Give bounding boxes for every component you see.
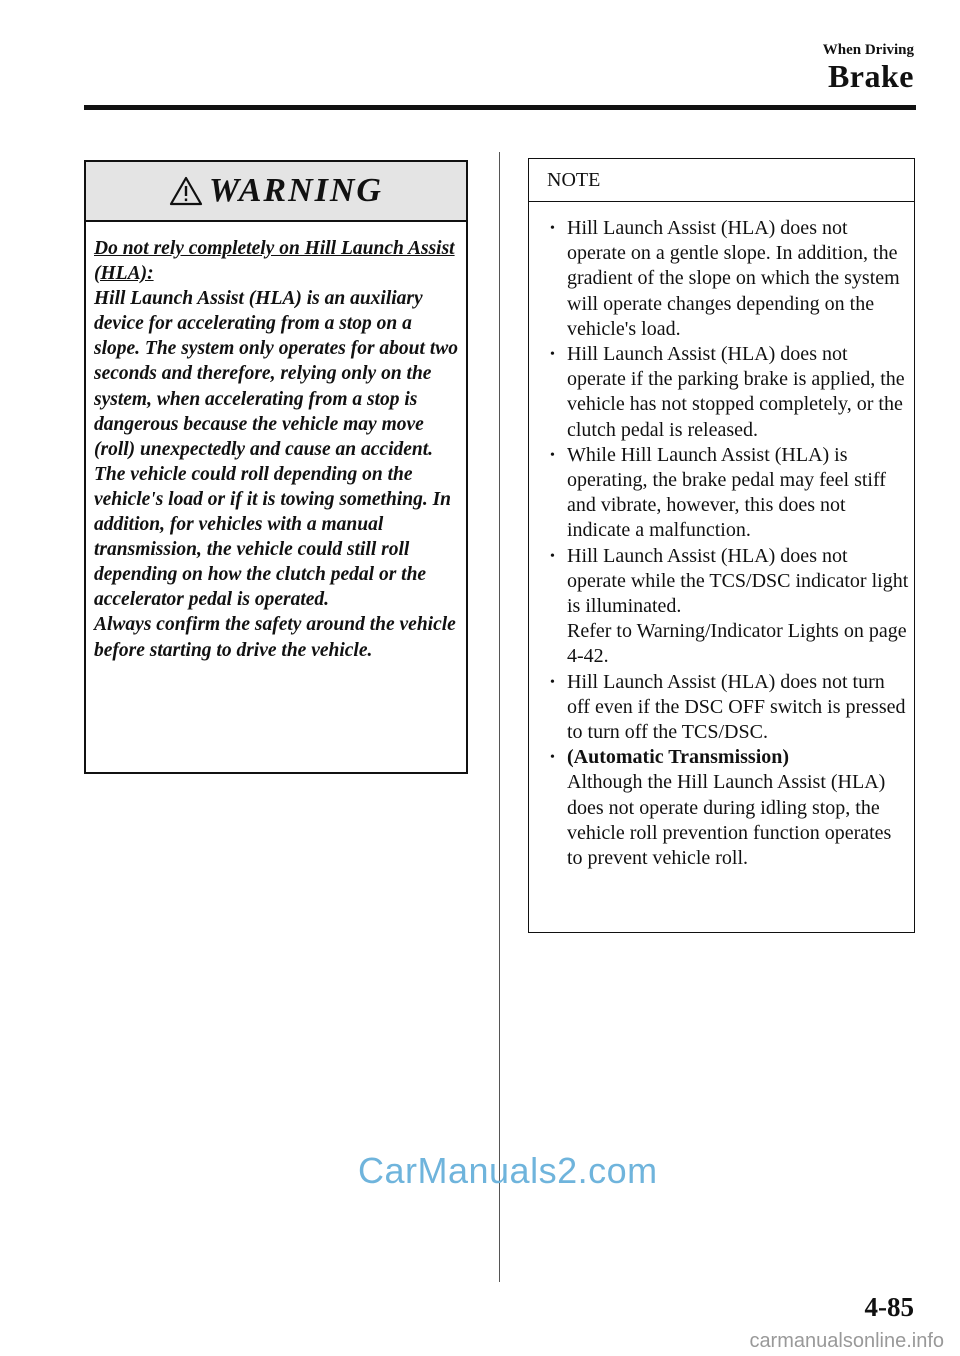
note-item bbox=[547, 544, 910, 670]
note-item bbox=[547, 443, 910, 544]
note-item-heading: (Automatic Transmission) bbox=[567, 746, 790, 769]
column-divider bbox=[499, 152, 500, 1282]
note-item bbox=[547, 216, 910, 342]
page-title: Brake bbox=[827, 58, 914, 94]
site-watermark: CarManuals2.com bbox=[358, 1150, 658, 1191]
warning-triangle-icon bbox=[169, 176, 203, 206]
note-item-text: While Hill Launch Assist (HLA) is operating, the brake pedal may feel stiff and vibrate, however, this does not indicate a malfunction. bbox=[567, 443, 886, 542]
header-divider bbox=[84, 105, 916, 110]
note-item-text: Hill Launch Assist (HLA) does not operate while the TCS/DSC indicator light is illuminated. bbox=[567, 544, 909, 618]
note-item bbox=[547, 745, 910, 871]
warning-box bbox=[84, 160, 468, 774]
warning-paragraph: Hill Launch Assist (HLA) is an auxiliary device for accelerating from a stop on a slope. The system only operates for about two seconds and therefore, relying only on the system, when accelerating from a stop is dangerous because the vehicle may move (roll) unexpectedly and cause an accident. bbox=[94, 288, 458, 460]
warning-paragraph: The vehicle could roll depending on the vehicle's load or if it is towing something. In addition, for vehicles with a manual transmission, the vehicle could still roll depending on how the clutch pedal or the accelerator pedal is operated. bbox=[94, 463, 451, 611]
warning-body bbox=[86, 222, 466, 663]
page-number: 4-85 bbox=[864, 1292, 914, 1322]
source-watermark: carmanualsonline.info bbox=[749, 1330, 944, 1352]
note-box bbox=[528, 158, 915, 933]
note-item-text: Hill Launch Assist (HLA) does not turn off even if the DSC OFF switch is pressed to turn off the TCS/DSC. bbox=[567, 670, 906, 744]
note-item-text: Hill Launch Assist (HLA) does not operate on a gentle slope. In addition, the gradient of the slope on which the system will operate changes depending on the vehicle's load. bbox=[567, 217, 900, 340]
note-item bbox=[547, 342, 910, 443]
note-item-reference: Refer to Warning/Indicator Lights on page 4-42. bbox=[567, 620, 907, 668]
warning-header bbox=[86, 162, 466, 222]
warning-paragraph: Always confirm the safety around the vehicle before starting to drive the vehicle. bbox=[94, 614, 456, 661]
note-list bbox=[529, 202, 914, 871]
warning-title: WARNING bbox=[209, 172, 383, 209]
note-item-text: Hill Launch Assist (HLA) does not operate if the parking brake is applied, the vehicle has not stopped completely, or the clutch pedal is released. bbox=[567, 343, 905, 441]
note-item bbox=[547, 670, 910, 746]
note-header: NOTE bbox=[529, 159, 914, 202]
section-heading: When Driving bbox=[822, 42, 914, 58]
note-item-text: Although the Hill Launch Assist (HLA) does not operate during idling stop, the vehicle roll prevention function operates to prevent vehicle roll. bbox=[567, 771, 892, 870]
warning-heading: Do not rely completely on Hill Launch Assist (HLA): bbox=[94, 238, 455, 285]
